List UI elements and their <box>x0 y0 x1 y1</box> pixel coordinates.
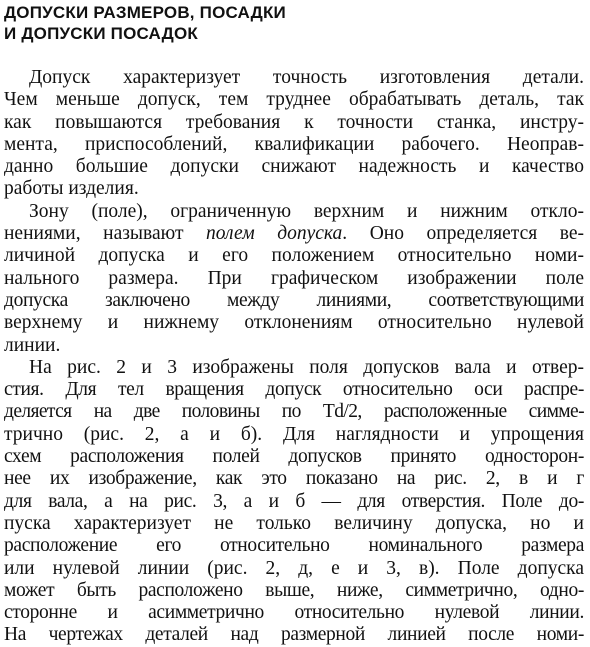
text-line-with-term <box>4 223 584 245</box>
text-line: схем расположения полей допусков принято односторон- <box>4 446 584 468</box>
text-fragment: нениями, называют <box>4 223 184 245</box>
text-line: или нулевой линии (рис. 2, д, е и 3, в). Поле допуска <box>4 557 584 579</box>
text-line: стия. Для тел вращения допуск относительно оси распре- <box>4 379 584 401</box>
body-text <box>4 67 584 647</box>
text-line: для вала, а на рис. 3, а и б — для отверстия. Поле до- <box>4 490 584 512</box>
text-line: работы изделия. <box>4 178 139 200</box>
text-line: нального размера. При графическом изображении поле <box>4 267 584 289</box>
text-line: допуска заключено между линиями, соответствующими <box>4 289 584 311</box>
text-line: расположение его относительно номинального размера <box>4 535 584 557</box>
text-line: нее их изображение, как это показано на рис. 2, в и г <box>4 468 584 490</box>
text-line: трично (рис. 2, а и б). Для наглядности и упрощения <box>4 423 584 445</box>
section-heading <box>4 0 584 44</box>
term-tolerance-field: полем допуска <box>206 223 343 245</box>
text-line: личиной допуска и его положением относительно номи- <box>4 245 584 267</box>
text-line: Допуск характеризует точность изготовления детали. <box>29 67 584 88</box>
heading-line-1: ДОПУСКИ РАЗМЕРОВ, ПОСАДКИ <box>4 3 286 22</box>
text-line: мента, приспособлений, квалификации рабочего. Неоправ- <box>4 133 584 155</box>
text-line: На рис. 2 и 3 изображены поля допусков вала и отвер- <box>29 356 584 378</box>
text-line: Зону (поле), ограниченную верхним и нижним откло- <box>29 200 584 222</box>
text-line: Чем меньше допуск, тем труднее обрабатывать деталь, так <box>4 89 584 111</box>
paragraph-tolerance <box>4 67 584 201</box>
text-line: как повышаются требования к точности станка, инстру- <box>4 111 584 133</box>
document-page <box>4 0 584 647</box>
paragraph-figures <box>4 357 584 647</box>
text-line: данно большие допуски снижают надежность и качество <box>4 156 584 178</box>
text-line: пуска характеризует не только величину допуска, но и <box>4 512 584 534</box>
text-line: верхнему и нижнему отклонениям относительно нулевой <box>4 312 584 334</box>
text-line: деляется на две половины по Td/2, расположенные симме- <box>4 401 584 423</box>
text-fragment: . Оно определяется ве- <box>342 223 584 245</box>
heading-line-2: И ДОПУСКИ ПОСАДОК <box>4 24 198 43</box>
text-line: линии. <box>4 334 61 356</box>
text-line: сторонне и асимметрично относительно нулевой линии. <box>4 602 584 624</box>
text-line: На чертежах деталей над размерной линией после номи- <box>4 624 584 646</box>
text-line: может быть расположено выше, ниже, симметрично, одно- <box>4 579 584 601</box>
paragraph-tolerance-field <box>4 201 584 357</box>
